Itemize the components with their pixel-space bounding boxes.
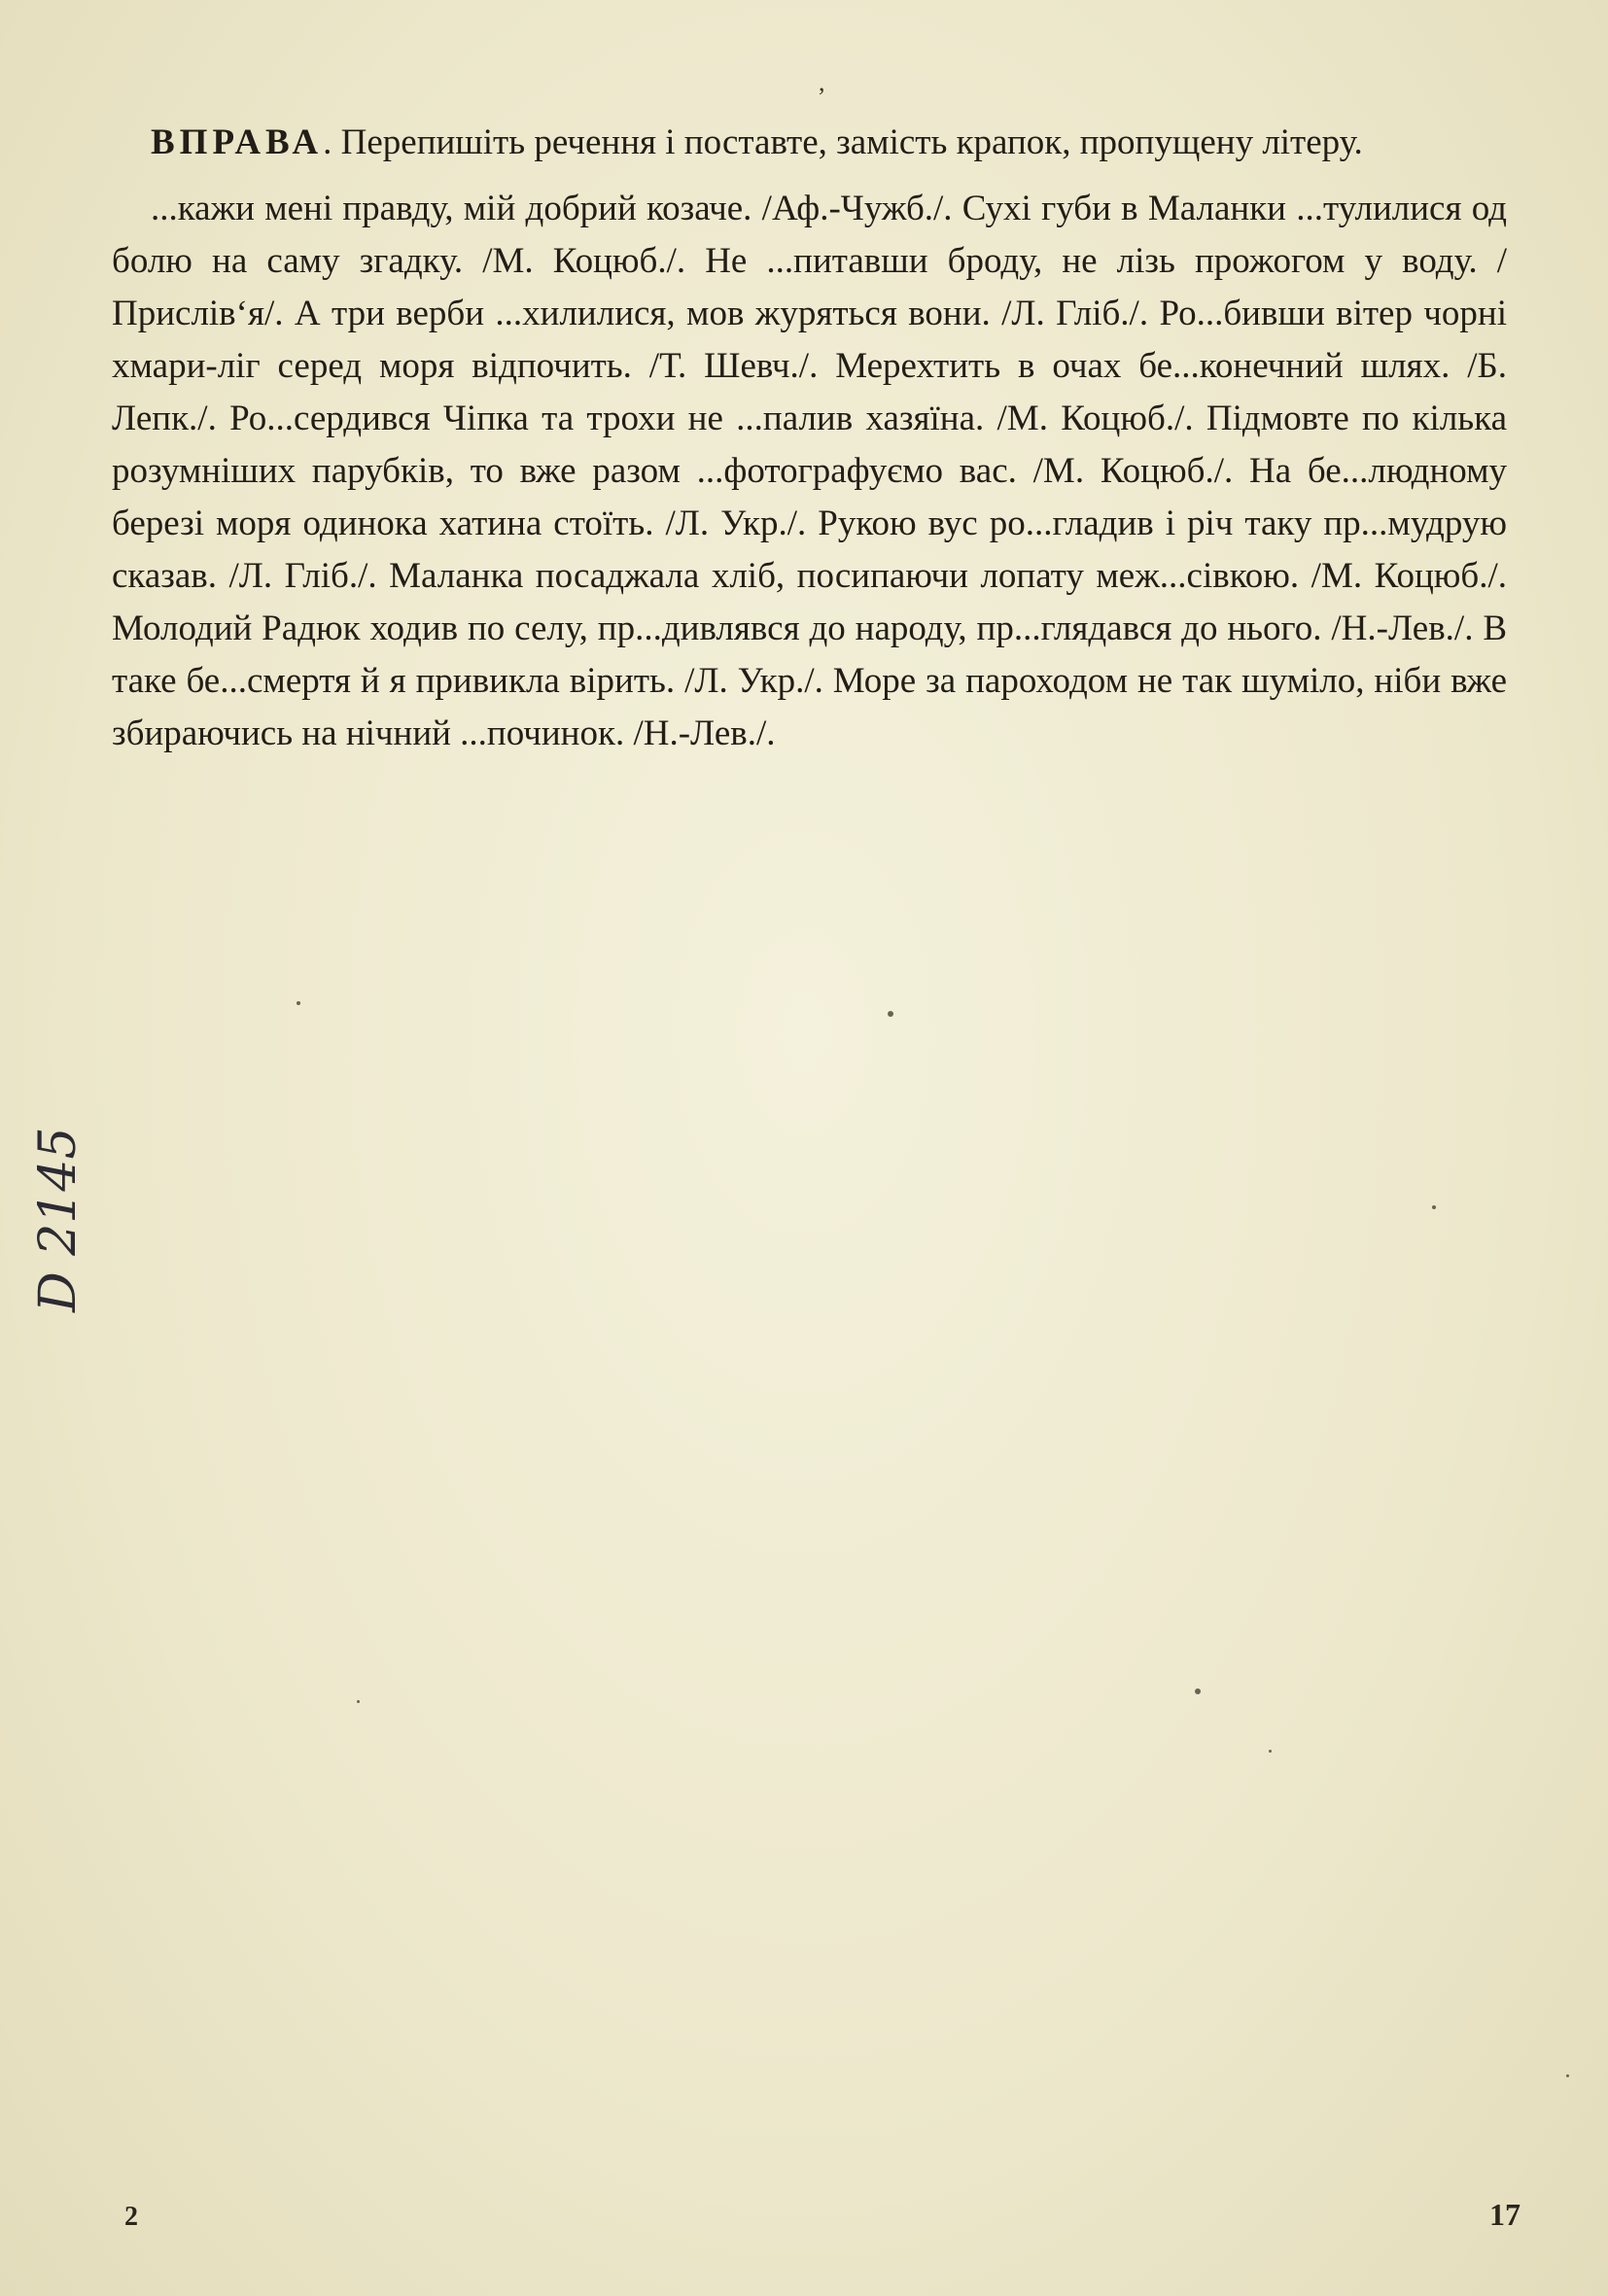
handwritten-archive-mark: D 2145 xyxy=(29,1127,87,1312)
document-body xyxy=(112,117,1507,760)
paper-speck xyxy=(1195,1688,1201,1694)
paper-speck xyxy=(1432,1205,1436,1209)
paper-speck xyxy=(888,1011,893,1017)
exercise-heading: ВПРАВА xyxy=(151,122,324,162)
exercise-instruction xyxy=(112,117,1507,169)
exercise-text: ...кажи мені правду, мій добрий козаче. /Аф.-Чужб./. Сухі губи в Маланки ...тулилися од болю на саму згадку. /М. Коцюб./. Не ...питавши броду, не лізь прожогом у воду. /Прислів‘я/. А три верби ...хилилися, мов журяться вони. /Л. Гліб./. Ро...бивши вітер чорні хмари-ліг серед моря відпочить. /Т. Шевч./. Мерехтить в очах бе...конечний шлях. /Б. Лепк./. Ро...сердився Чіпка та трохи не ...палив хазяїна. /М. Коцюб./. Підмовте по кілька розумніших парубків, то вже разом ...фотографуємо вас. /М. Коцюб./. На бе...людному березі моря одинока хатина стоїть. /Л. Укр./. Рукою вус ро...гладив і річ таку пр...мудрую сказав. /Л. Гліб./. Маланка посаджала хліб, посипаючи лопату меж...сівкою. /М. Коцюб./. Молодий Радюк ходив по селу, пр...дивлявся до народу, пр...глядався до нього. /Н.-Лев./. В таке бе...смертя й я привикла вірить. /Л. Укр./. Море за пароходом не так шуміло, ніби вже збираючись на нічний ...починок. /Н.-Лев./. xyxy=(112,189,1507,753)
paper-speck xyxy=(297,1001,300,1005)
page-number-right: 17 xyxy=(1489,2197,1521,2232)
page-number-left: 2 xyxy=(124,2202,138,2232)
tick-mark: , xyxy=(819,68,825,96)
paper-speck xyxy=(357,1700,360,1703)
paper-speck xyxy=(1269,1750,1272,1753)
exercise-instruction-text: . Перепишіть речення і поставте, замість крапок, пропущену літеру. xyxy=(323,122,1363,162)
paper-speck xyxy=(1566,2074,1569,2077)
